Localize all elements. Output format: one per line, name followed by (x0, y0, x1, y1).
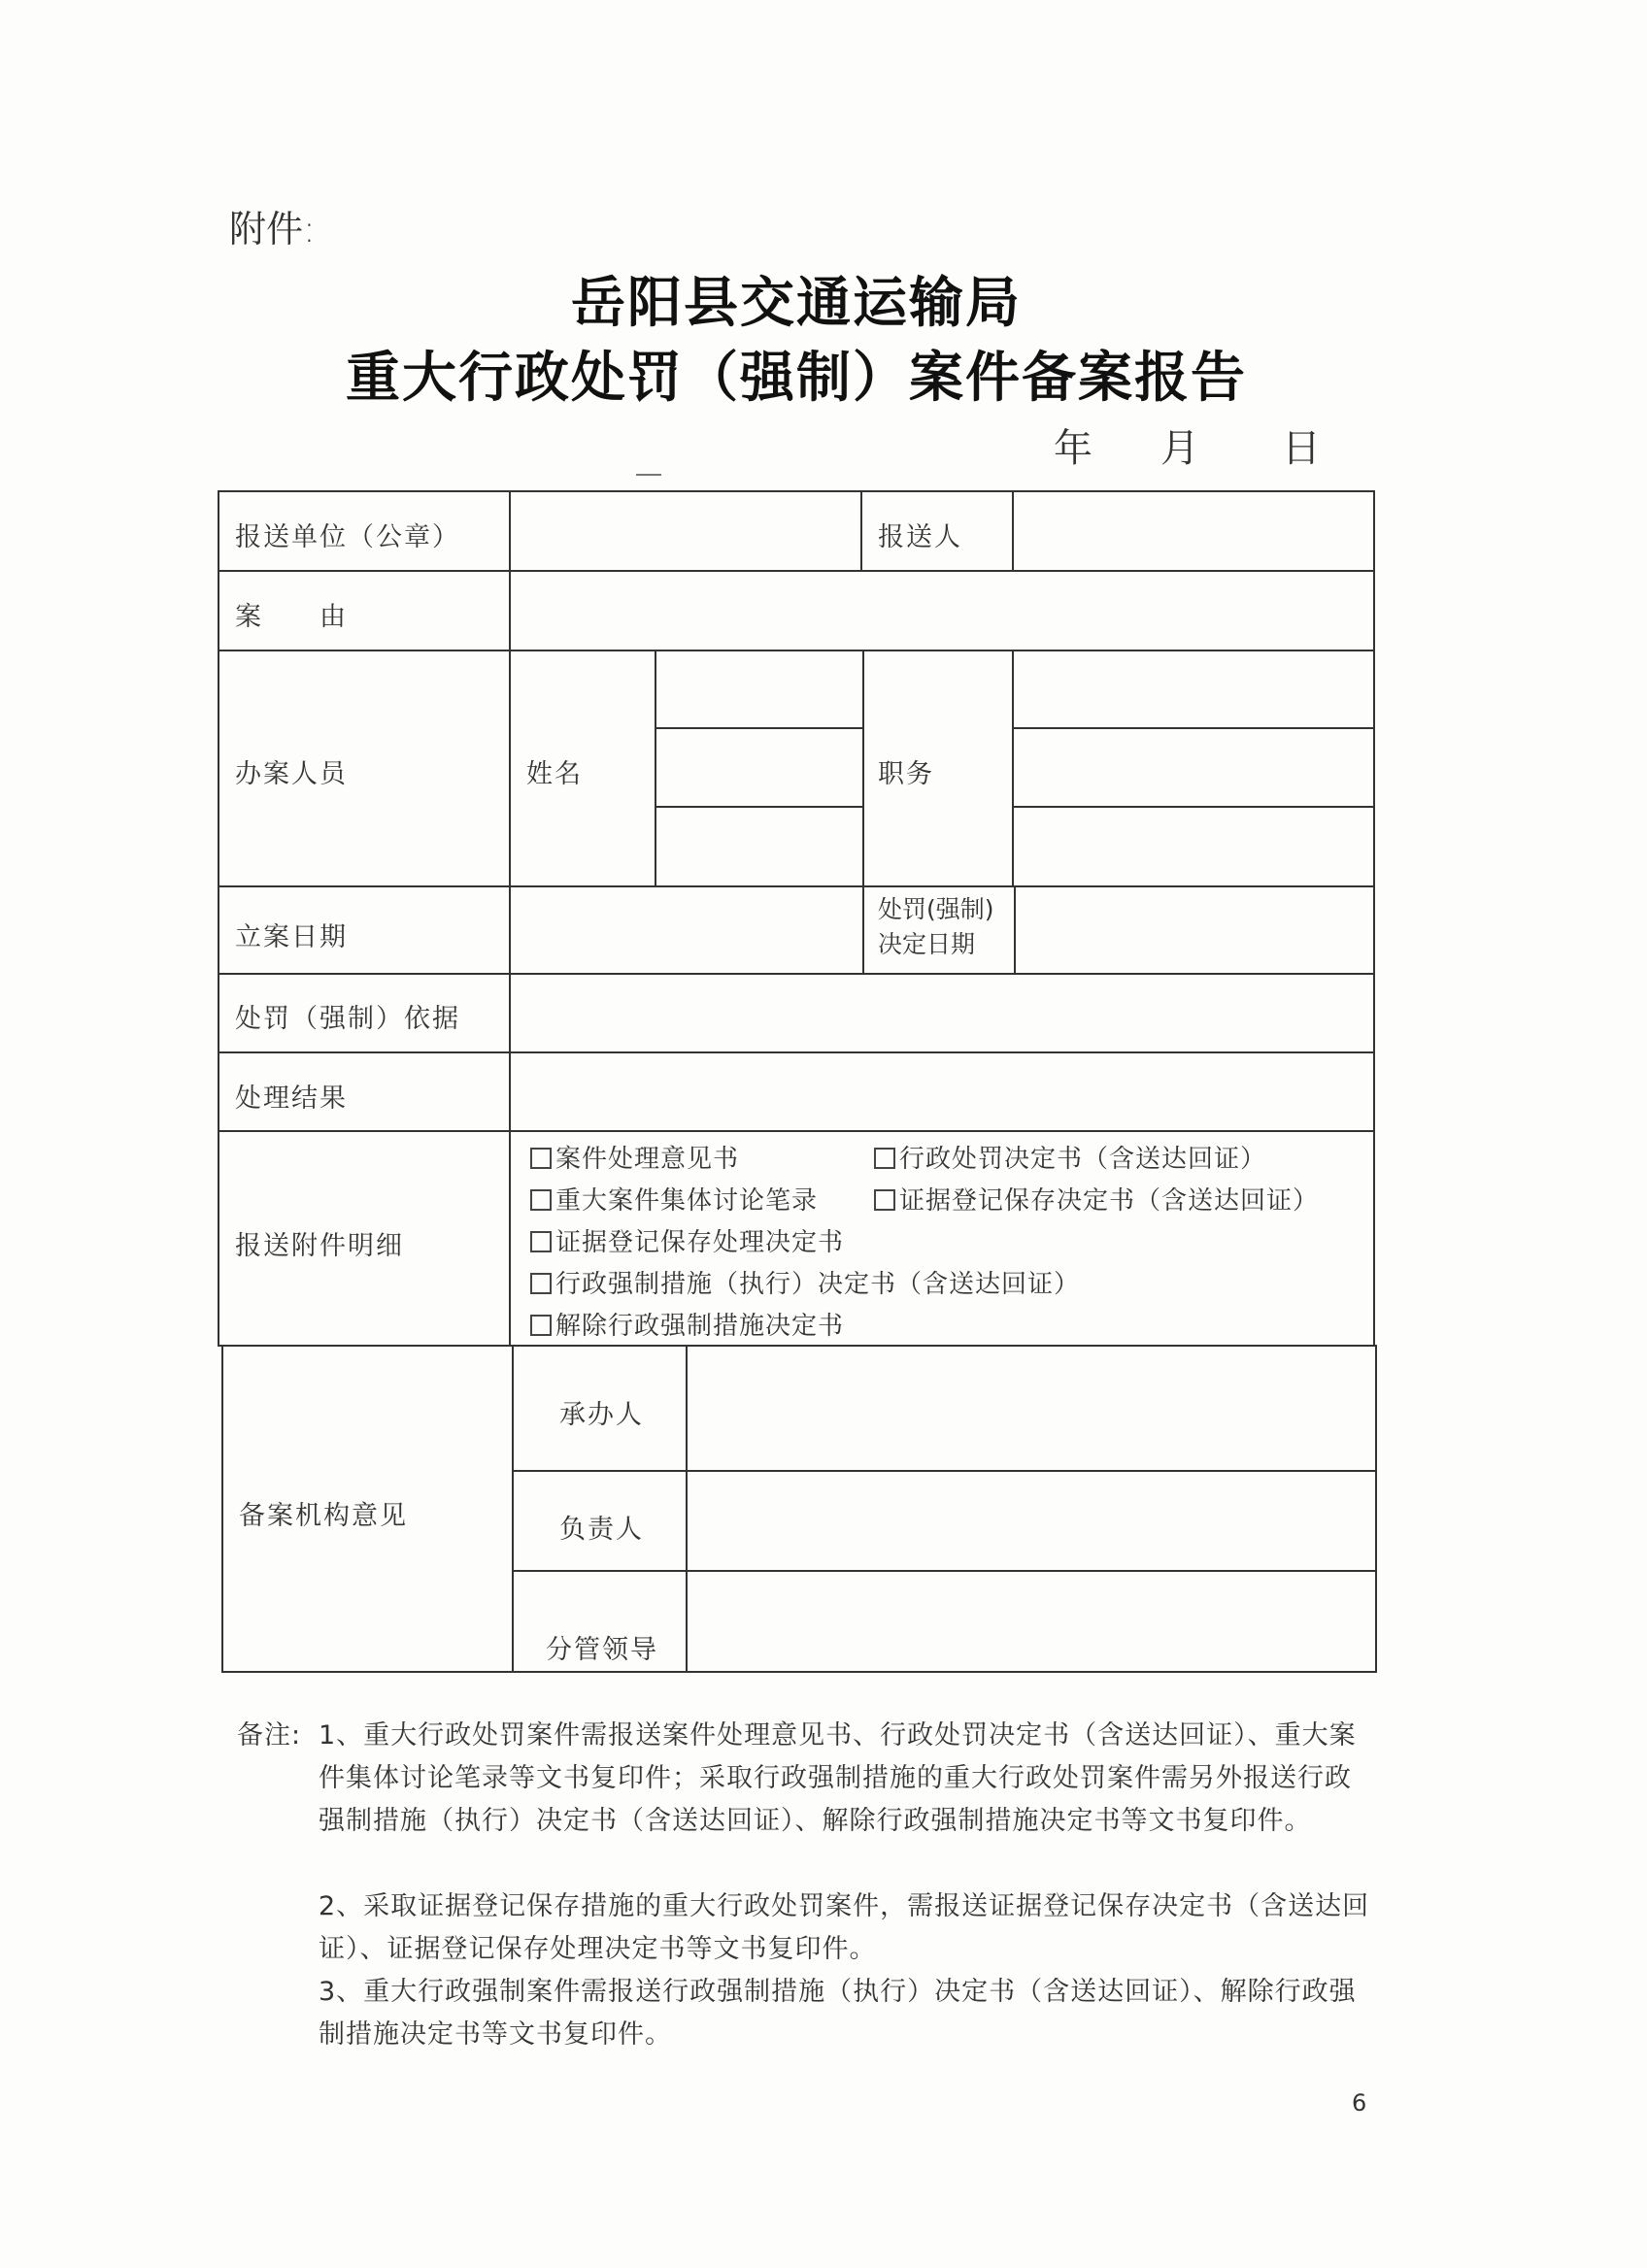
handling-result-field[interactable] (513, 1055, 1371, 1128)
supervising-leader-field[interactable] (689, 1574, 1373, 1669)
date-year-label: 年 (1054, 426, 1092, 471)
responsible-person-label: 负责人 (559, 1515, 644, 1545)
reporter-divider (1012, 490, 1014, 570)
attachment-option[interactable]: 证据登记保存处理决定书 (530, 1222, 844, 1258)
filing-agency-opinion-label: 备案机构意见 (239, 1501, 408, 1531)
reporting-unit-field[interactable] (513, 494, 858, 568)
decision-date-field[interactable] (1018, 889, 1371, 971)
attachment-option[interactable]: 行政处罚决定书（含送达回证） (874, 1139, 1266, 1175)
name-divider (655, 650, 656, 885)
opinion-divider (512, 1570, 1377, 1572)
handler-position-field-2[interactable] (1016, 731, 1371, 804)
remark-item-1: 1、重大行政处罚案件需报送案件处理意见书、行政处罚决定书（含送达回证）、重大案件集体讨论笔录等文书复印件；采取行政强制措施的重大行政处罚案件需另外报送行政强制措施（执行）决定书（含送达回证）、解除行政强制措施决定书等文书复印件。 (319, 1720, 1357, 1836)
attachment-option[interactable]: 重大案件集体讨论笔录 (530, 1181, 818, 1217)
checkbox[interactable] (874, 1148, 895, 1169)
row-divider (218, 650, 1375, 651)
table-border-right (1373, 490, 1375, 1347)
table-border-right (1375, 1345, 1377, 1673)
reporting-unit-label: 报送单位（公章） (235, 522, 460, 552)
position-cell-divider (1012, 727, 1375, 729)
attachments-label: 报送附件明细 (235, 1231, 404, 1261)
reporter-field[interactable] (1016, 494, 1371, 568)
checkbox[interactable] (530, 1315, 552, 1336)
handler-position-field-1[interactable] (1016, 653, 1371, 725)
row-divider (218, 570, 1375, 572)
attachment-option[interactable]: 证据登记保存决定书（含送达回证） (874, 1181, 1319, 1217)
filing-date-label: 立案日期 (235, 922, 348, 952)
table-border-left (221, 1345, 223, 1673)
label-column-divider (512, 1345, 514, 1673)
name-divider (862, 650, 864, 885)
checkbox[interactable] (530, 1231, 552, 1252)
case-reason-field[interactable] (513, 574, 1371, 648)
reporter-label: 报送人 (878, 522, 962, 552)
opinion-sublabel-divider (686, 1345, 688, 1673)
responsible-person-field[interactable] (689, 1474, 1373, 1568)
row-divider (218, 1345, 1377, 1347)
attachment-option[interactable]: 案件处理意见书 (530, 1139, 739, 1175)
handler-name-field-1[interactable] (658, 653, 860, 725)
opinion-divider (512, 1470, 1377, 1472)
handler-name-field-3[interactable] (658, 810, 860, 884)
remark-item-3: 3、重大行政强制案件需报送行政强制措施（执行）决定书（含送达回证）、解除行政强制措施决定书等文书复印件。 (319, 1977, 1357, 2050)
remark-item-2: 2、采取证据登记保存措施的重大行政处罚案件，需报送证据登记保存决定书（含送达回证）、证据登记保存处理决定书等文书复印件。 (319, 1891, 1370, 1964)
page-number: 6 (1352, 2089, 1367, 2117)
row-divider (218, 973, 1375, 975)
table-border-left (218, 490, 219, 1347)
checkbox[interactable] (530, 1189, 552, 1211)
document-title-report: 重大行政处罚（强制）案件备案报告 (346, 346, 1247, 410)
name-cell-divider (656, 727, 862, 729)
attachment-option[interactable]: 行政强制措施（执行）决定书（含送达回证） (530, 1264, 1080, 1300)
position-cell-divider (1012, 806, 1375, 808)
undertaker-field[interactable] (689, 1349, 1373, 1468)
date-divider (1014, 885, 1016, 973)
table-border-bottom (221, 1671, 1377, 1673)
remarks-heading: 备注: (237, 1720, 302, 1751)
filing-date-field[interactable] (513, 889, 860, 971)
label-column-divider (509, 490, 511, 1347)
position-divider (1012, 650, 1014, 885)
row-divider (218, 1130, 1375, 1132)
case-reason-label: 案 由 (235, 602, 348, 632)
row-divider (218, 1051, 1375, 1053)
position-label: 职务 (878, 759, 934, 789)
name-cell-divider (656, 806, 862, 808)
checkbox[interactable] (874, 1189, 895, 1211)
handler-name-field-2[interactable] (658, 731, 860, 804)
supervising-leader-label: 分管领导 (546, 1635, 658, 1665)
row-divider (218, 885, 1375, 887)
date-divider (862, 885, 864, 973)
attachment-label: 附件: (229, 208, 316, 250)
handlers-label: 办案人员 (235, 759, 348, 789)
checkbox[interactable] (530, 1148, 552, 1169)
decision-date-label: 处罚(强制)决定日期 (878, 895, 994, 958)
reporter-divider (860, 490, 862, 570)
penalty-basis-label: 处罚（强制）依据 (235, 1004, 460, 1034)
attachment-option[interactable]: 解除行政强制措施决定书 (530, 1306, 844, 1342)
penalty-basis-field[interactable] (513, 977, 1371, 1050)
date-month-label: 月 (1160, 426, 1199, 471)
document-title-organization: 岳阳县交通运输局 (571, 271, 1022, 335)
handler-position-field-3[interactable] (1016, 810, 1371, 884)
handling-result-label: 处理结果 (235, 1084, 348, 1114)
undertaker-label: 承办人 (559, 1400, 644, 1430)
checkbox[interactable] (530, 1273, 552, 1294)
scan-mark (636, 474, 661, 476)
table-border-top (218, 490, 1375, 492)
name-label: 姓名 (526, 759, 583, 789)
date-day-label: 日 (1282, 426, 1321, 471)
